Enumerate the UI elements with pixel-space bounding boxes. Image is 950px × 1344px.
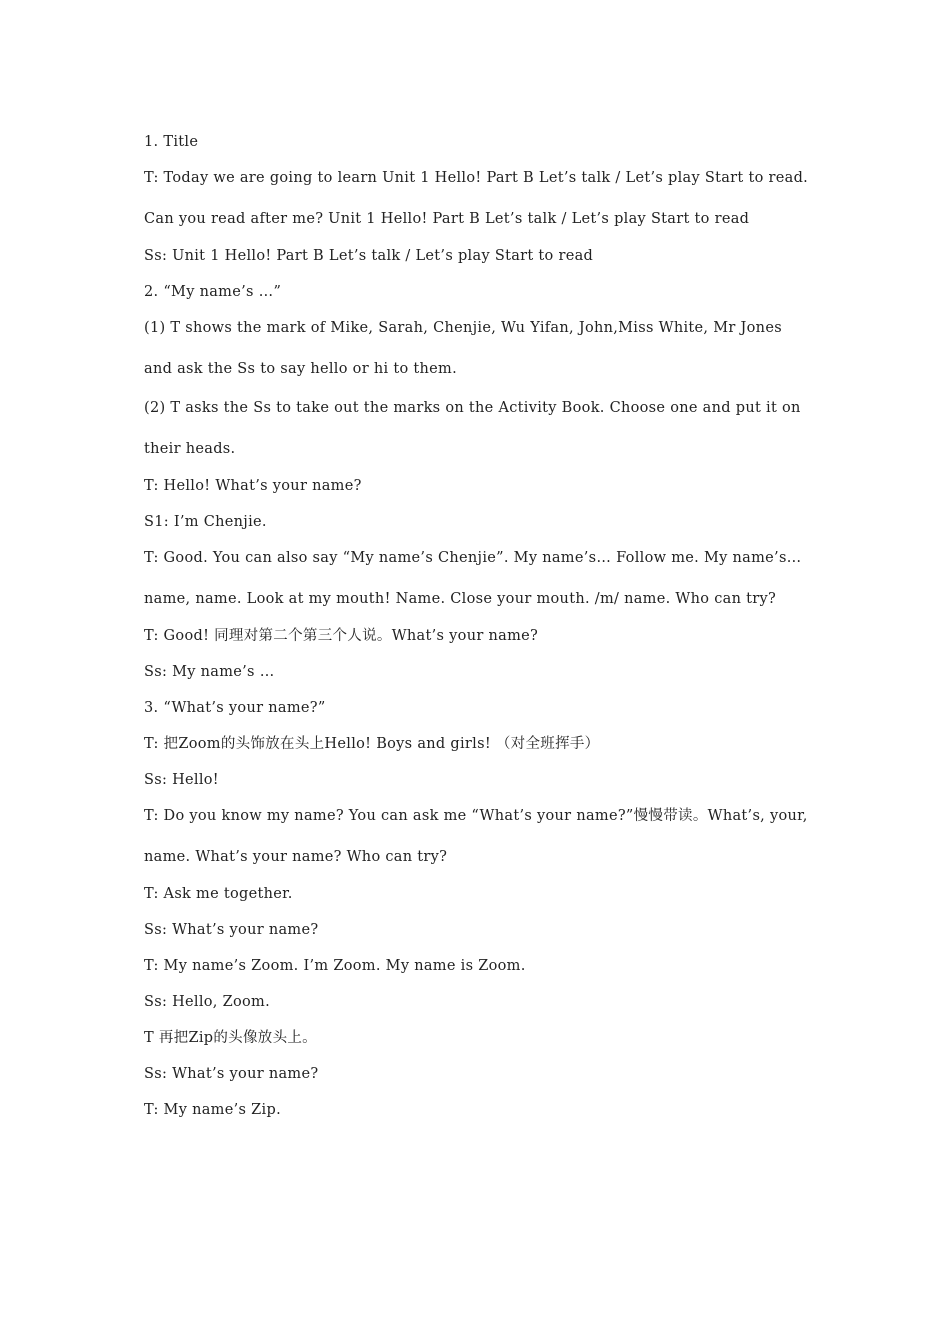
- document-body: [144, 124, 814, 1128]
- paragraph: T: Good. You can also say “My name’s Chenjie”. My name’s… Follow me. My name’s… name, name. Look at my mouth! Name. Close your mouth. /m/ name. Who can try?: [144, 550, 807, 607]
- paragraph: (2) T asks the Ss to take out the marks on the Activity Book. Choose one and put it on their heads.: [144, 400, 806, 457]
- paragraph: (1) T shows the mark of Mike, Sarah, Chenjie, Wu Yifan, John,Miss White, Mr Jones and ask the Ss to say hello or hi to them.: [144, 320, 787, 377]
- paragraph: Ss: Hello, Zoom.: [144, 994, 271, 1010]
- paragraph: T: Hello! What’s your name?: [144, 478, 362, 494]
- paragraph: Ss: Unit 1 Hello! Part B Let’s talk / Let’s play Start to read: [144, 248, 594, 264]
- paragraph: T: 把Zoom的头饰放在头上Hello! Boys and girls! （对全班挥手）: [144, 736, 600, 752]
- paragraph: Ss: Hello!: [144, 772, 219, 788]
- paragraph: T 再把Zip的头像放头上。: [144, 1030, 317, 1046]
- paragraph: T: Ask me together.: [144, 886, 293, 902]
- paragraph: T: Good! 同理对第二个第三个人说。What’s your name?: [144, 628, 539, 644]
- paragraph: Ss: What’s your name?: [144, 1066, 319, 1082]
- paragraph: Ss: My name’s …: [144, 664, 275, 680]
- paragraph: S1: I’m Chenjie.: [144, 514, 267, 530]
- paragraph: T: Do you know my name? You can ask me “What’s your name?”慢慢带读。What’s, your, name. What’s your name? Who can try?: [144, 808, 813, 865]
- paragraph: Ss: What’s your name?: [144, 922, 319, 938]
- section-heading: 3. “What’s your name?”: [144, 700, 326, 716]
- section-heading: 2. “My name’s …”: [144, 284, 282, 300]
- paragraph: T: Today we are going to learn Unit 1 Hello! Part B Let’s talk / Let’s play Start to read. Can you read after me? Unit 1 Hello! Part B Let’s talk / Let’s play Start to read: [144, 170, 813, 227]
- paragraph: T: My name’s Zip.: [144, 1102, 281, 1118]
- section-heading: 1. Title: [144, 134, 199, 150]
- paragraph: T: My name’s Zoom. I’m Zoom. My name is Zoom.: [144, 958, 526, 974]
